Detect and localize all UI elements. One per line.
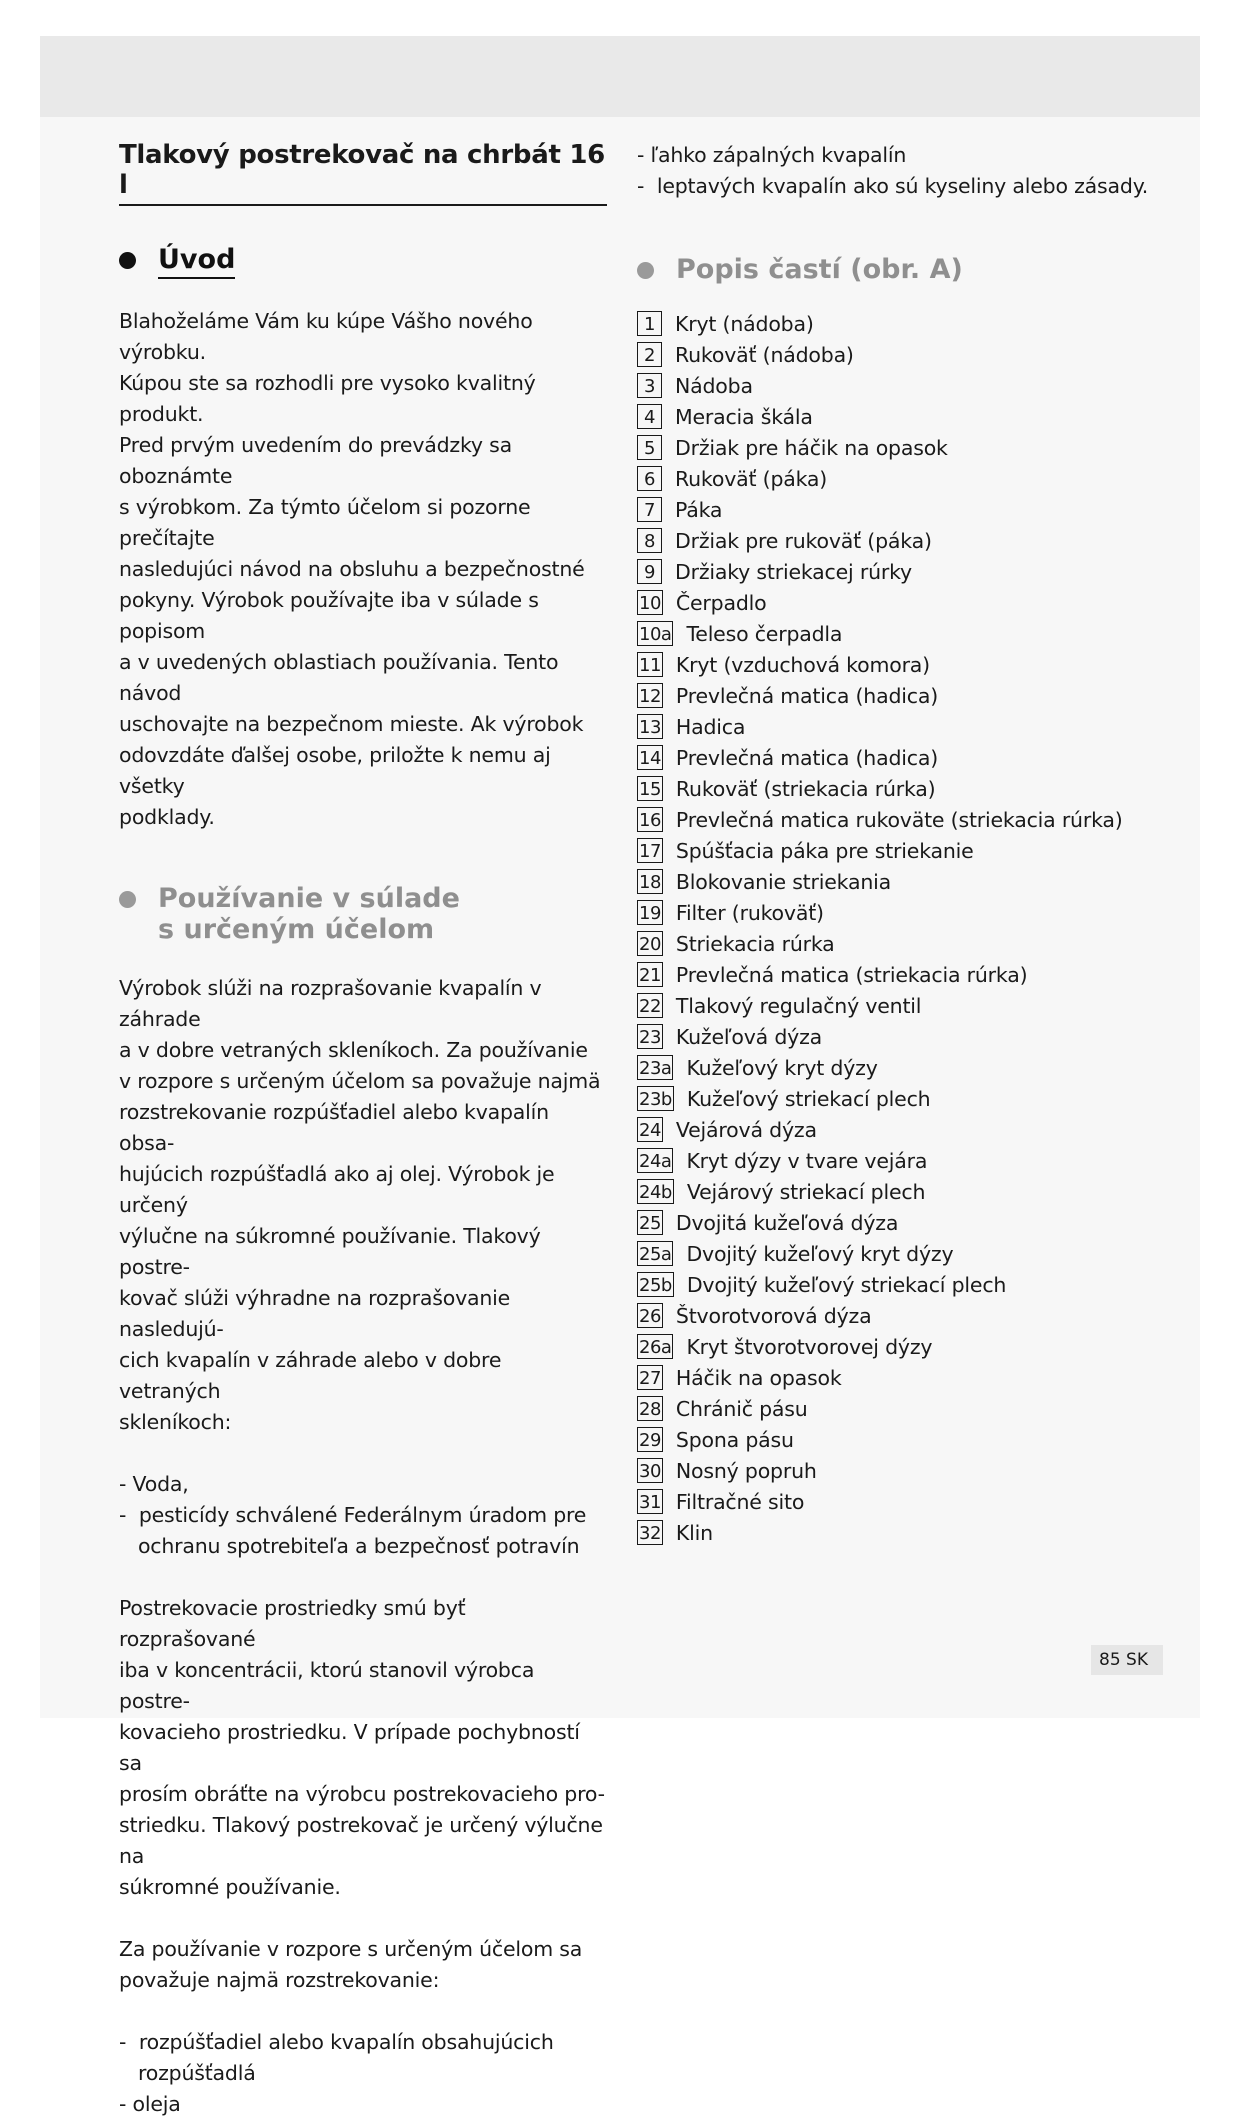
part-label: Hadica [675, 714, 746, 739]
parts-list-item [637, 339, 1157, 370]
intro-line: odovzdáte ďalšej osobe, priložte k nemu aj všetky [119, 743, 551, 798]
part-number-box: 24b [637, 1179, 674, 1204]
parts-list-item [637, 432, 1157, 463]
part-number-box: 16 [637, 807, 663, 832]
parts-list-item [637, 587, 1157, 618]
intro-line: podklady. [119, 805, 215, 829]
part-number-box: 27 [637, 1365, 663, 1390]
usage-list-forbidden [119, 2027, 607, 2120]
part-number-box: 29 [637, 1427, 663, 1452]
parts-list-item [637, 1052, 1157, 1083]
parts-list-item [637, 1517, 1157, 1548]
part-number-box: 26a [637, 1334, 673, 1359]
parts-list-item [637, 463, 1157, 494]
bullet-icon [119, 252, 136, 269]
part-label: Dvojitý kužeľový kryt dýzy [686, 1241, 954, 1266]
part-label: Dvojitý kužeľový striekací plech [686, 1272, 1007, 1297]
part-number-box: 24 [637, 1117, 663, 1142]
list-item: - pesticídy schválené Federálnym úradom pre [119, 1503, 587, 1527]
part-label: Držiak pre háčik na opasok [675, 435, 948, 460]
part-label: Kužeľový kryt dýzy [686, 1055, 878, 1080]
part-label: Rukoväť (páka) [675, 466, 828, 491]
intro-line: Kúpou ste sa rozhodli pre vysoko kvalitný produkt. [119, 371, 536, 426]
intro-line: pokyny. Výrobok používajte iba v súlade s popisom [119, 588, 539, 643]
parts-list-item [637, 1362, 1157, 1393]
part-label: Klin [675, 1520, 713, 1545]
usage-line: iba v koncentrácii, ktorú stanovil výrobca postre- [119, 1658, 535, 1713]
usage-list-allowed [119, 1469, 607, 1562]
page-footer [1099, 1650, 1148, 1670]
parts-list-item [637, 773, 1157, 804]
intro-line: Blahoželáme Vám ku kúpe Vášho nového výrobku. [119, 309, 533, 364]
part-label: Prevlečná matica (hadica) [675, 683, 938, 708]
part-label: Kryt dýzy v tvare vejára [686, 1148, 928, 1173]
part-label: Nosný popruh [675, 1458, 817, 1483]
part-number-box: 32 [637, 1520, 663, 1545]
part-label: Spúšťacia páka pre striekanie [675, 838, 974, 863]
part-number-box: 9 [637, 559, 662, 584]
usage-line: Za používanie v rozpore s určeným účelom sa [119, 1937, 583, 1961]
parts-list-item [637, 1021, 1157, 1052]
parts-list-item [637, 525, 1157, 556]
usage-line: prosím obráťte na výrobcu postrekovacieho pro- [119, 1782, 605, 1806]
usage-line: skleníkoch: [119, 1410, 232, 1434]
intro-line: Pred prvým uvedením do prevádzky sa oboznámte [119, 433, 513, 488]
header-band [40, 36, 1200, 117]
part-label: Čerpadlo [675, 590, 767, 615]
part-label: Blokovanie striekania [675, 869, 891, 894]
list-item: - oleja [119, 2092, 181, 2116]
part-label: Rukoväť (nádoba) [675, 342, 854, 367]
part-number-box: 25 [637, 1210, 663, 1235]
page-number: 85 [1099, 1650, 1121, 1670]
intro-line: nasledujúci návod na obsluhu a bezpečnostné [119, 557, 585, 581]
usage-line: a v dobre vetraných skleníkoch. Za používanie [119, 1038, 588, 1062]
part-number-box: 18 [637, 869, 663, 894]
part-label: Kužeľová dýza [675, 1024, 823, 1049]
parts-list-item [637, 711, 1157, 742]
part-label: Háčik na opasok [675, 1365, 842, 1390]
parts-list-item [637, 401, 1157, 432]
parts-list-item [637, 866, 1157, 897]
part-label: Vejárový striekací plech [686, 1179, 926, 1204]
part-label: Kužeľový striekací plech [686, 1086, 931, 1111]
part-label: Kryt štvorotvorovej dýzy [686, 1334, 933, 1359]
section-parts-heading [637, 254, 1157, 285]
usage-line: výlučne na súkromné používanie. Tlakový postre- [119, 1224, 541, 1279]
usage-paragraph-3 [119, 1934, 607, 1996]
document-title: Tlakový postrekovač na chrbát 16 l [119, 140, 607, 206]
part-label: Tlakový regulačný ventil [675, 993, 922, 1018]
parts-list-item [637, 835, 1157, 866]
part-label: Teleso čerpadla [686, 621, 843, 646]
parts-list-item [637, 1114, 1157, 1145]
part-number-box: 1 [637, 311, 662, 336]
intro-line: s výrobkom. Za týmto účelom si pozorne prečítajte [119, 495, 531, 550]
section-intro-heading [119, 244, 607, 279]
usage-line: hujúcich rozpúšťadlá ako aj olej. Výrobok je určený [119, 1162, 555, 1217]
usage-line: Výrobok slúži na rozprašovanie kvapalín v záhrade [119, 976, 542, 1031]
parts-list-item [637, 742, 1157, 773]
list-item: - rozpúšťadiel alebo kvapalín obsahujúcich [119, 2030, 554, 2054]
part-number-box: 30 [637, 1458, 663, 1483]
parts-list [637, 308, 1157, 1548]
parts-list-item [637, 1393, 1157, 1424]
part-number-box: 23b [637, 1086, 674, 1111]
usage-line: považuje najmä rozstrekovanie: [119, 1968, 440, 1992]
parts-list-item [637, 1331, 1157, 1362]
parts-list-item [637, 959, 1157, 990]
list-item: ochranu spotrebiteľa a bezpečnosť potravín [119, 1534, 580, 1558]
part-label: Páka [675, 497, 723, 522]
usage-line: súkromné používanie. [119, 1875, 341, 1899]
usage-list-forbidden-continued [637, 140, 1157, 202]
part-number-box: 14 [637, 745, 663, 770]
part-label: Držiaky striekacej rúrky [675, 559, 912, 584]
part-label: Dvojitá kužeľová dýza [675, 1210, 899, 1235]
list-item: - ľahko zápalných kvapalín [637, 143, 907, 167]
part-label: Prevlečná matica rukoväte (striekacia rúrka) [675, 807, 1123, 832]
part-number-box: 21 [637, 962, 663, 987]
part-label: Kryt (nádoba) [675, 311, 814, 336]
list-item: - leptavých kvapalín ako sú kyseliny alebo zásady. [637, 174, 1149, 198]
part-label: Chránič pásu [675, 1396, 808, 1421]
part-label: Kryt (vzduchová komora) [675, 652, 930, 677]
right-column [637, 140, 1157, 1548]
parts-list-item [637, 990, 1157, 1021]
parts-list-item [637, 1145, 1157, 1176]
parts-list-item [637, 618, 1157, 649]
parts-list-item [637, 1300, 1157, 1331]
parts-list-item [637, 556, 1157, 587]
left-column [119, 140, 607, 2120]
parts-list-item [637, 804, 1157, 835]
parts-list-item [637, 1238, 1157, 1269]
bullet-icon [637, 262, 654, 279]
part-number-box: 2 [637, 342, 662, 367]
part-label: Prevlečná matica (striekacia rúrka) [675, 962, 1028, 987]
section-usage-heading [119, 883, 607, 945]
part-label: Štvorotvorová dýza [675, 1303, 872, 1328]
part-number-box: 17 [637, 838, 663, 863]
part-label: Filtračné sito [675, 1489, 805, 1514]
parts-list-item [637, 649, 1157, 680]
part-number-box: 4 [637, 404, 662, 429]
part-number-box: 26 [637, 1303, 663, 1328]
part-number-box: 5 [637, 435, 662, 460]
parts-list-item [637, 308, 1157, 339]
usage-line: cich kvapalín v záhrade alebo v dobre vetraných [119, 1348, 502, 1403]
parts-list-item [637, 1486, 1157, 1517]
usage-line: striedku. Tlakový postrekovač je určený výlučne na [119, 1813, 603, 1868]
part-label: Filter (rukoväť) [675, 900, 824, 925]
part-number-box: 13 [637, 714, 663, 739]
intro-heading: Úvod [158, 244, 235, 279]
part-number-box: 23a [637, 1055, 673, 1080]
parts-list-item [637, 928, 1157, 959]
part-number-box: 20 [637, 931, 663, 956]
parts-list-item [637, 370, 1157, 401]
list-item: rozpúšťadlá [119, 2061, 256, 2085]
usage-line: kovač slúži výhradne na rozprašovanie nasledujú- [119, 1286, 511, 1341]
parts-list-item [637, 1424, 1157, 1455]
language-code: SK [1126, 1650, 1148, 1670]
part-number-box: 6 [637, 466, 662, 491]
parts-list-item [637, 680, 1157, 711]
parts-list-item [637, 1269, 1157, 1300]
part-number-box: 15 [637, 776, 663, 801]
part-number-box: 10a [637, 621, 673, 646]
part-number-box: 12 [637, 683, 663, 708]
part-number-box: 22 [637, 993, 663, 1018]
part-number-box: 25b [637, 1272, 674, 1297]
part-number-box: 24a [637, 1148, 673, 1173]
usage-line: kovacieho prostriedku. V prípade pochybností sa [119, 1720, 580, 1775]
usage-paragraph-2 [119, 1593, 607, 1903]
usage-line: v rozpore s určeným účelom sa považuje najmä [119, 1069, 601, 1093]
part-label: Prevlečná matica (hadica) [675, 745, 938, 770]
part-label: Vejárová dýza [675, 1117, 817, 1142]
part-label: Nádoba [675, 373, 753, 398]
part-number-box: 19 [637, 900, 663, 925]
bullet-icon [119, 891, 136, 908]
parts-list-item [637, 897, 1157, 928]
part-number-box: 28 [637, 1396, 663, 1421]
part-number-box: 23 [637, 1024, 663, 1049]
parts-list-item [637, 1207, 1157, 1238]
intro-line: uschovajte na bezpečnom mieste. Ak výrobok [119, 712, 584, 736]
usage-line: rozstrekovanie rozpúšťadiel alebo kvapalín obsa- [119, 1100, 549, 1155]
part-number-box: 31 [637, 1489, 663, 1514]
intro-paragraph [119, 306, 607, 833]
usage-heading-line: s určeným účelom [158, 914, 435, 945]
part-number-box: 25a [637, 1241, 673, 1266]
parts-list-item [637, 1176, 1157, 1207]
part-label: Rukoväť (striekacia rúrka) [675, 776, 936, 801]
parts-list-item [637, 1455, 1157, 1486]
part-number-box: 3 [637, 373, 662, 398]
usage-heading-line: Používanie v súlade [158, 883, 460, 914]
part-number-box: 8 [637, 528, 662, 553]
part-label: Striekacia rúrka [675, 931, 835, 956]
parts-heading: Popis častí (obr. A) [676, 254, 963, 285]
part-label: Držiak pre rukoväť (páka) [675, 528, 932, 553]
usage-line: Postrekovacie prostriedky smú byť rozprašované [119, 1596, 466, 1651]
parts-list-item [637, 494, 1157, 525]
part-label: Spona pásu [675, 1427, 794, 1452]
parts-list-item [637, 1083, 1157, 1114]
usage-paragraph-1 [119, 973, 607, 1438]
part-number-box: 10 [637, 590, 663, 615]
part-number-box: 7 [637, 497, 662, 522]
list-item: - Voda, [119, 1472, 189, 1496]
intro-line: a v uvedených oblastiach používania. Tento návod [119, 650, 559, 705]
part-label: Meracia škála [675, 404, 813, 429]
part-number-box: 11 [637, 652, 663, 677]
